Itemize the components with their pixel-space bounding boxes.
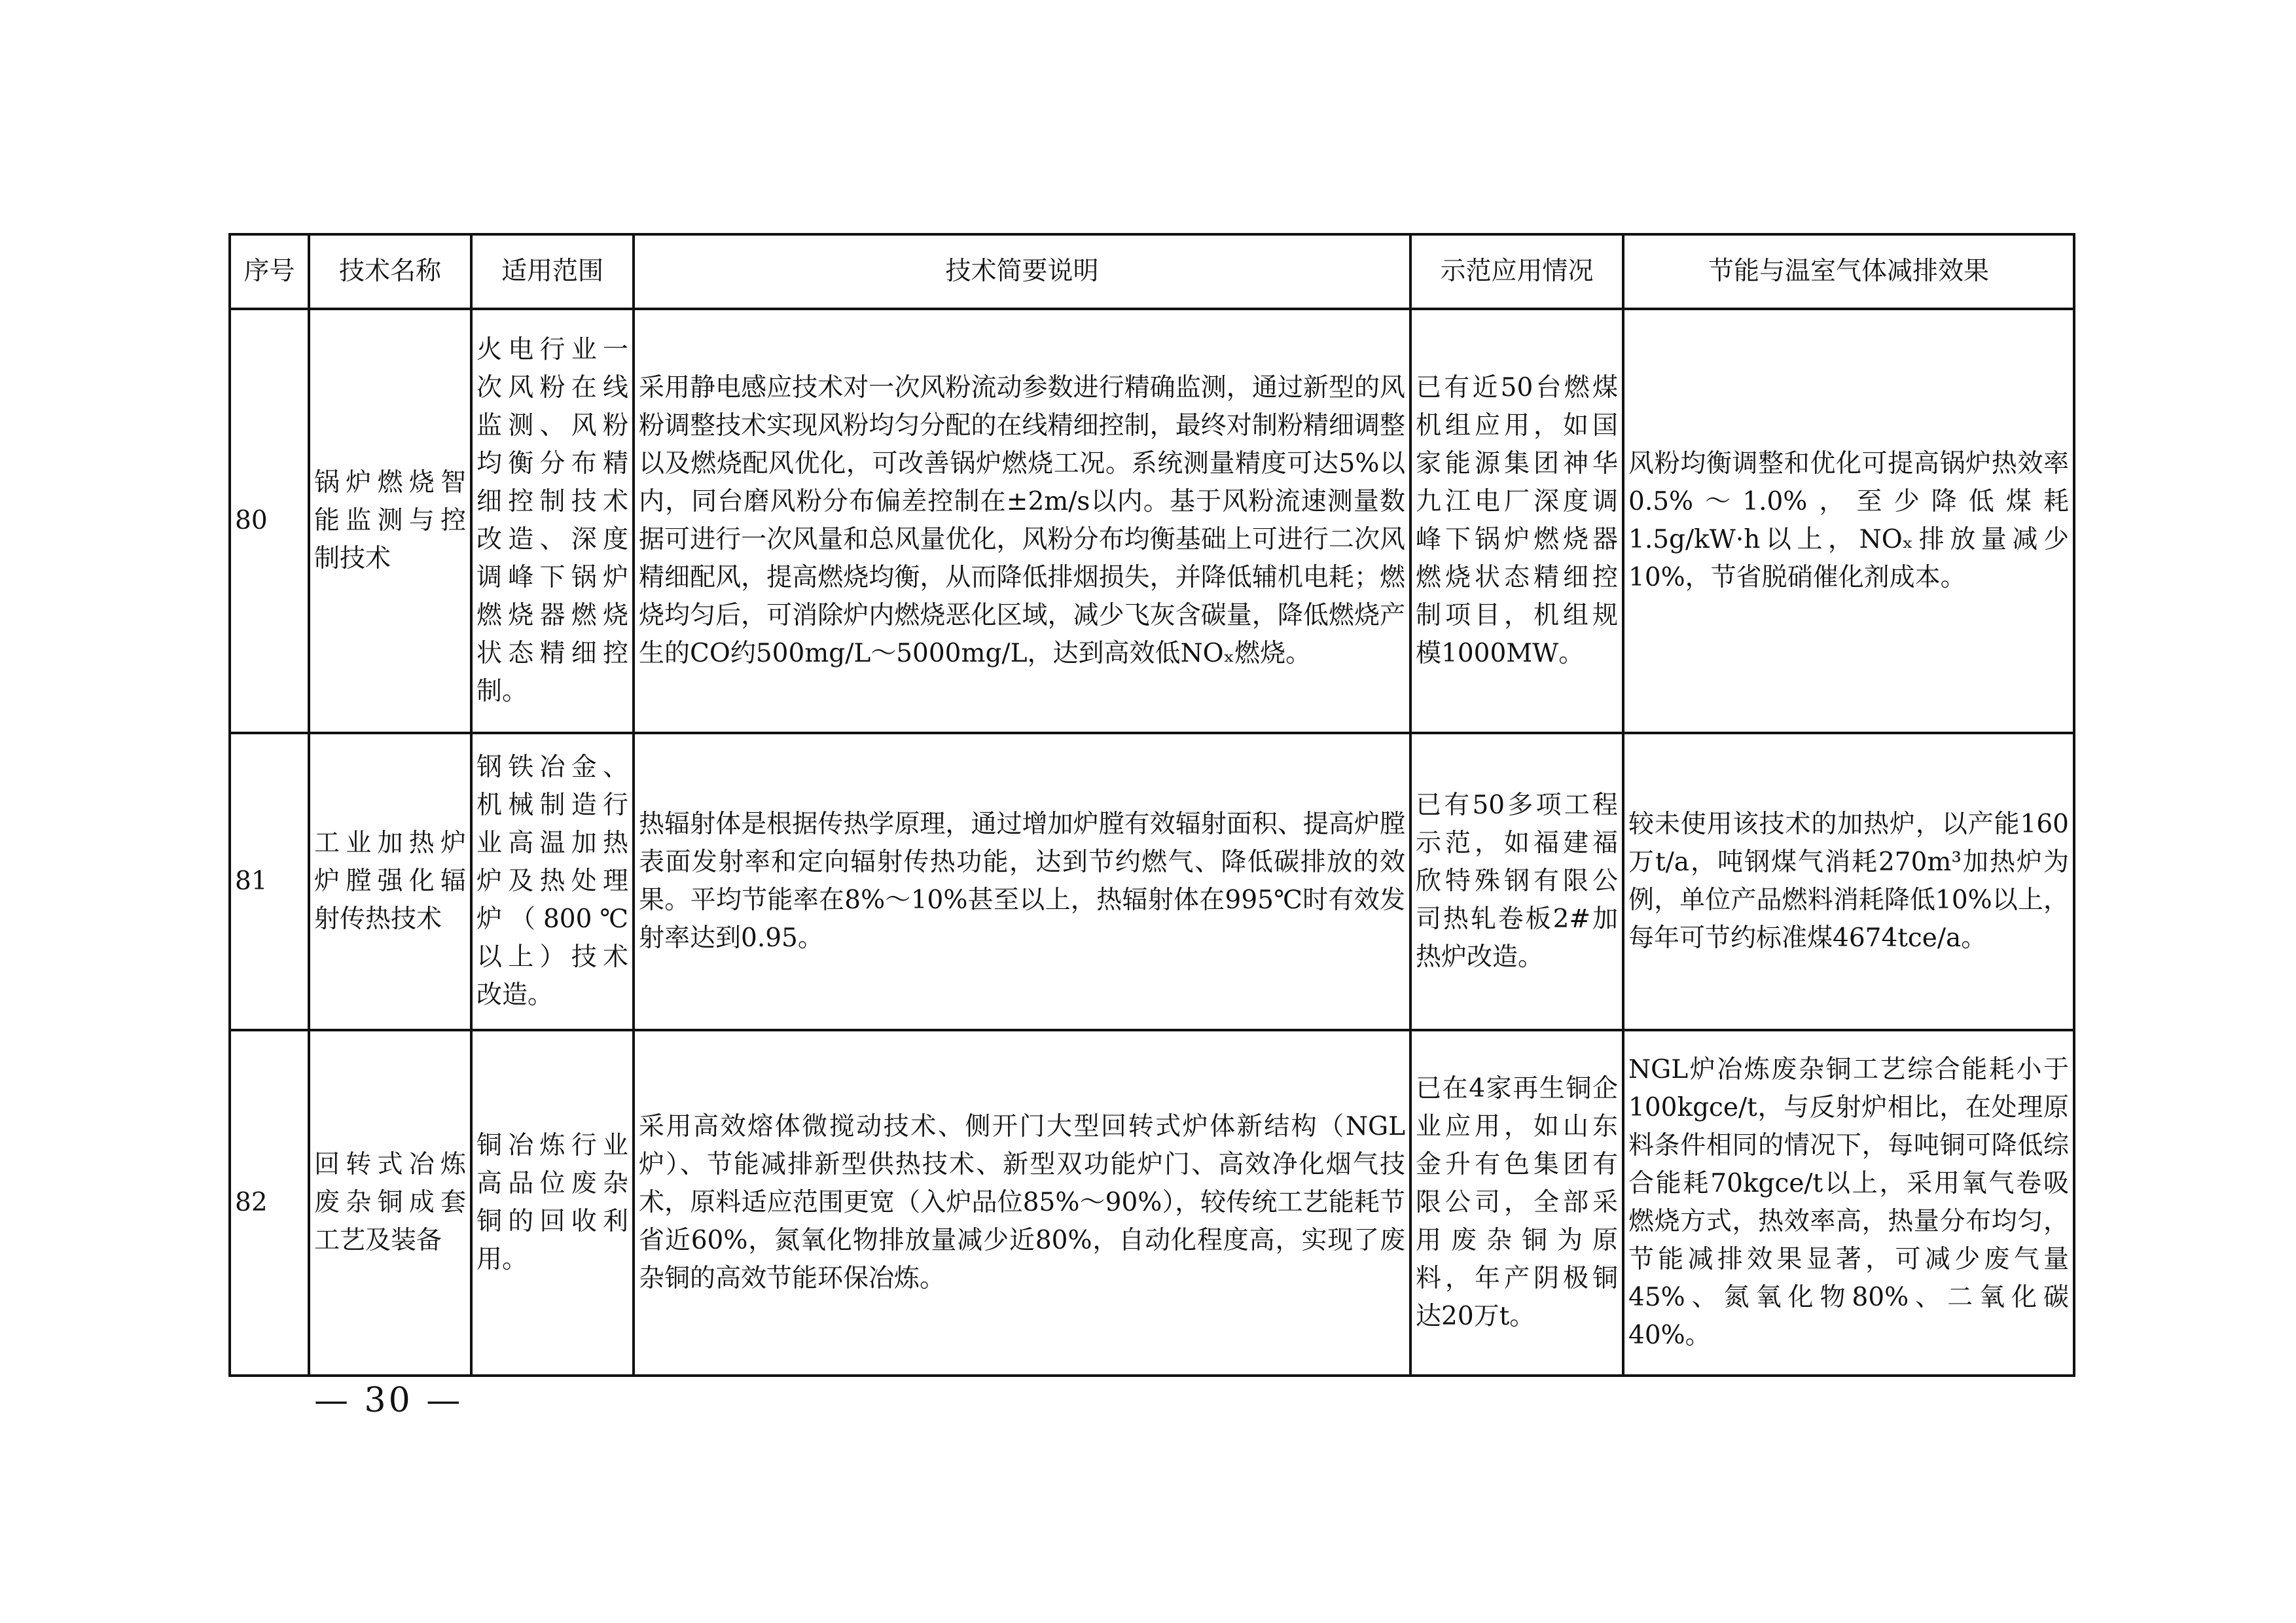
row-scope: 铜冶炼行业高品位废杂铜的回收利用。 (471, 1030, 634, 1376)
row-scope: 钢铁冶金、机械制造行业高温加热炉及热处理炉（800℃以上）技术改造。 (471, 733, 634, 1030)
page-number: — 30 — (314, 1381, 463, 1420)
header-effect: 节能与温室气体减排效果 (1623, 234, 2074, 309)
table-row (230, 309, 2074, 733)
row-tech-name: 锅炉燃烧智能监测与控制技术 (309, 309, 471, 733)
row-tech-name: 回转式冶炼废杂铜成套工艺及装备 (309, 1030, 471, 1376)
table-header-row (230, 234, 2074, 309)
row-number: 80 (230, 309, 309, 733)
table-row (230, 1030, 2074, 1376)
row-description: 采用静电感应技术对一次风粉流动参数进行精确监测，通过新型的风粉调整技术实现风粉均匀分配的在线精细控制，最终对制粉精细调整以及燃烧配风优化，可改善锅炉燃烧工况。系统测量精度可达5%以内，同台磨风粉分布偏差控制在±2m/s以内。基于风粉流速测量数据可进行一次风量和总风量优化，风粉分布均衡基础上可进行二次风精细配风，提高燃烧均衡，从而降低排烟损失，并降低辅机电耗；燃烧均匀后，可消除炉内燃烧恶化区域，减少飞灰含碳量，降低燃烧产生的CO约500mg/L～5000mg/L，达到高效低NOₓ燃烧。 (634, 309, 1410, 733)
header-number: 序号 (230, 234, 309, 309)
header-application: 示范应用情况 (1410, 234, 1623, 309)
row-application: 已有50多项工程示范，如福建福欣特殊钢有限公司热轧卷板2#加热炉改造。 (1410, 733, 1623, 1030)
row-scope: 火电行业一次风粉在线监测、风粉均衡分布精细控制技术改造、深度调峰下锅炉燃烧器燃烧状态精细控制。 (471, 309, 634, 733)
row-effect: NGL炉冶炼废杂铜工艺综合能耗小于100kgce/t，与反射炉相比，在处理原料条件相同的情况下，每吨铜可降低综合能耗70kgce/t以上，采用氧气卷吸燃烧方式，热效率高，热量分布均匀，节能减排效果显著，可减少废气量45%、氮氧化物80%、二氧化碳40%。 (1623, 1030, 2074, 1376)
row-effect: 较未使用该技术的加热炉，以产能160万t/a，吨钢煤气消耗270m³加热炉为例，单位产品燃料消耗降低10%以上，每年可节约标准煤4674tce/a。 (1623, 733, 2074, 1030)
header-description: 技术简要说明 (634, 234, 1410, 309)
row-effect: 风粉均衡调整和优化可提高锅炉热效率0.5%～1.0%，至少降低煤耗1.5g/kW·h以上，NOₓ排放量减少10%，节省脱硝催化剂成本。 (1623, 309, 2074, 733)
row-description: 热辐射体是根据传热学原理，通过增加炉膛有效辐射面积、提高炉膛表面发射率和定向辐射传热功能，达到节约燃气、降低碳排放的效果。平均节能率在8%～10%甚至以上，热辐射体在995℃时有效发射率达到0.95。 (634, 733, 1410, 1030)
row-tech-name: 工业加热炉炉膛强化辐射传热技术 (309, 733, 471, 1030)
row-description: 采用高效熔体微搅动技术、侧开门大型回转式炉体新结构（NGL炉）、节能减排新型供热技术、新型双功能炉门、高效净化烟气技术，原料适应范围更宽（入炉品位85%～90%），较传统工艺能耗节省近60%，氮氧化物排放量减少近80%，自动化程度高，实现了废杂铜的高效节能环保冶炼。 (634, 1030, 1410, 1376)
row-number: 81 (230, 733, 309, 1030)
technology-table (228, 233, 2075, 1377)
row-number: 82 (230, 1030, 309, 1376)
header-scope: 适用范围 (471, 234, 634, 309)
header-tech-name: 技术名称 (309, 234, 471, 309)
table-row (230, 733, 2074, 1030)
row-application: 已有近50台燃煤机组应用，如国家能源集团神华九江电厂深度调峰下锅炉燃烧器燃烧状态精细控制项目，机组规模1000MW。 (1410, 309, 1623, 733)
row-application: 已在4家再生铜企业应用，如山东金升有色集团有限公司，全部采用废杂铜为原料，年产阴极铜达20万t。 (1410, 1030, 1623, 1376)
